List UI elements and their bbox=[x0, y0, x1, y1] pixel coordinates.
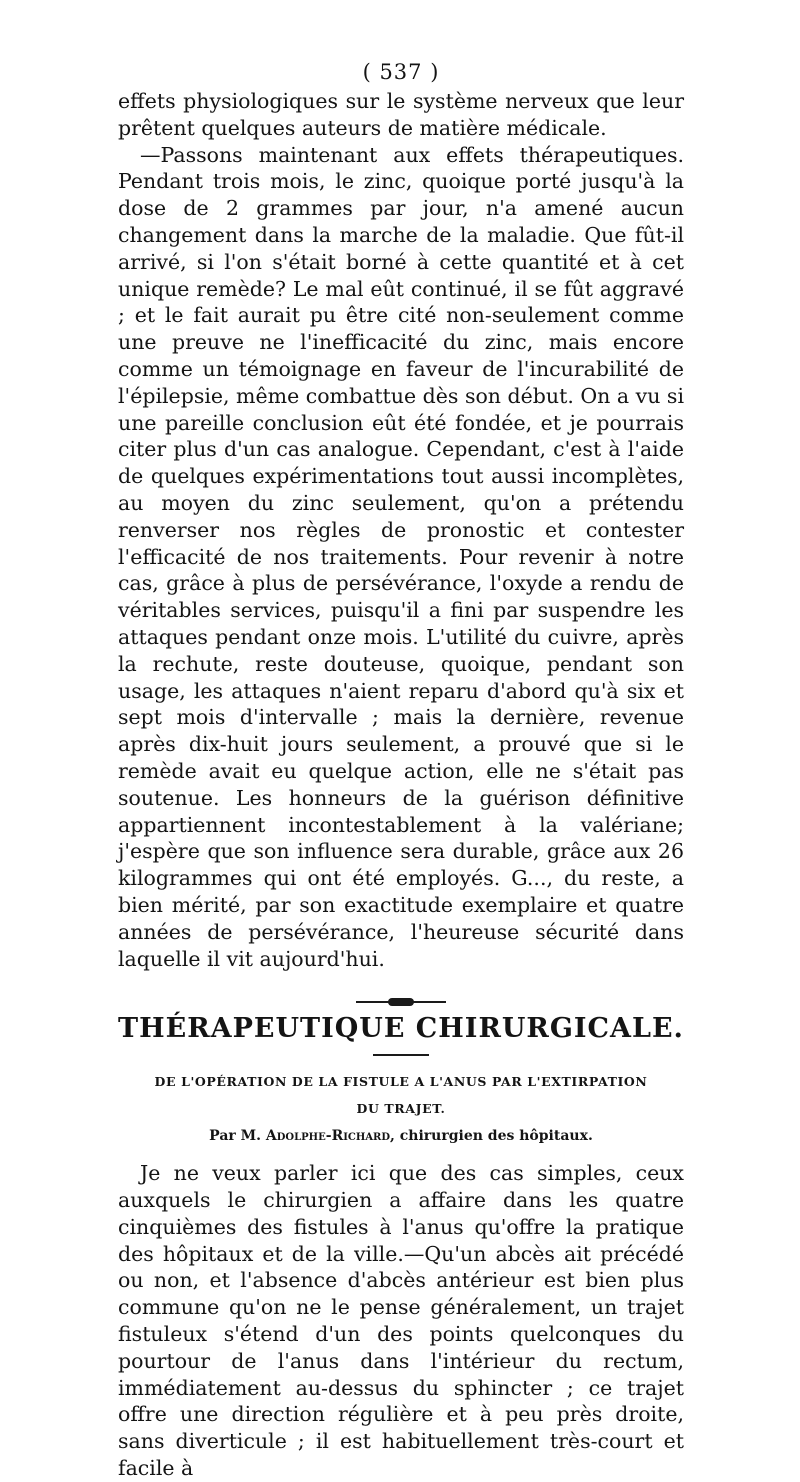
byline-author: Adolphe-Richard, bbox=[265, 1128, 395, 1145]
byline-prefix: Par M. bbox=[209, 1128, 262, 1145]
book-page bbox=[118, 58, 684, 1482]
title-rule bbox=[373, 1054, 429, 1056]
section-title: THÉRAPEUTIQUE CHIRURGICALE. bbox=[118, 1013, 684, 1045]
section-divider-ornament bbox=[356, 998, 446, 1006]
byline-suffix: chirurgien des hôpitaux. bbox=[399, 1128, 593, 1145]
article-subtitle-line-1: DE L'OPÉRATION DE LA FISTULE A L'ANUS PAR L'EXTIRPATION bbox=[154, 1074, 648, 1090]
divider-dots bbox=[388, 998, 414, 1006]
article-subtitle-line-2: DU TRAJET. bbox=[356, 1101, 446, 1117]
page-number: ( 537 ) bbox=[362, 60, 440, 84]
paragraph-continuation: effets physiologiques sur le système nerveux que leur prêtent quelques auteurs de matière médicale. bbox=[118, 89, 684, 140]
author-byline bbox=[118, 1124, 684, 1148]
paragraph-therapeutic-effects: —Passons maintenant aux effets thérapeutiques. Pendant trois mois, le zinc, quoique porté jusqu'à la dose de 2 grammes par jour, n'a amené aucun changement dans la marche de la maladie. Que fût-il arrivé, si l'on s'était borné à cette quantité et à cet unique remède? Le mal eût continué, il se fût aggravé ; et le fait aurait pu être cité non-seulement comme une preuve ne l'inefficacité du zinc, mais encore comme un témoignage en faveur de l'incurabilité de l'épilepsie, même combattue dès son début. On a vu si une pareille conclusion eût été fondée, et je pourrais citer plus d'un cas analogue. Cependant, c'est à l'aide de quelques expérimentations tout aussi incomplètes, au moyen du zinc seulement, qu'on a prétendu renverser nos règles de pronostic et contester l'efficacité de nos traitements. Pour revenir à notre cas, grâce à plus de persévérance, l'oxyde a rendu de véritables services, puisqu'il a fini par suspendre les attaques pendant onze mois. L'utilité du cuivre, après la rechute, reste douteuse, quoique, pendant son usage, les attaques n'aient reparu d'abord qu'à six et sept mois d'intervalle ; mais la dernière, revenue après dix-huit jours seulement, a prouvé que si le remède avait eu quelque action, elle ne s'était pas soutenue. Les honneurs de la guérison définitive appartiennent incontestablement à la valériane; j'espère que son influence sera durable, grâce aux 26 kilogrammes qui ont été employés. G..., du reste, a bien mérité, par son exactitude exemplaire et quatre années de persévérance, l'heureuse sécurité dans laquelle il vit aujourd'hui. bbox=[118, 142, 685, 971]
paragraph-fistula-article: Je ne veux parler ici que des cas simples, ceux auxquels le chirurgien a affaire dans les quatre cinquièmes des fistules à l'anus qu'offre la pratique des hôpitaux et de la ville.—Qu'un abcès ait précédé ou non, et l'absence d'abcès antérieur est bien plus commune qu'on ne le pense généralement, un trajet fistuleux s'étend d'un des points quelconques du pourtour de l'anus dans l'intérieur du rectum, immédiatement au-dessus du sphincter ; ce trajet offre une direction régulière et à peu près droite, sans diverticule ; il est habituellement très-court et facile à bbox=[118, 1161, 684, 1481]
